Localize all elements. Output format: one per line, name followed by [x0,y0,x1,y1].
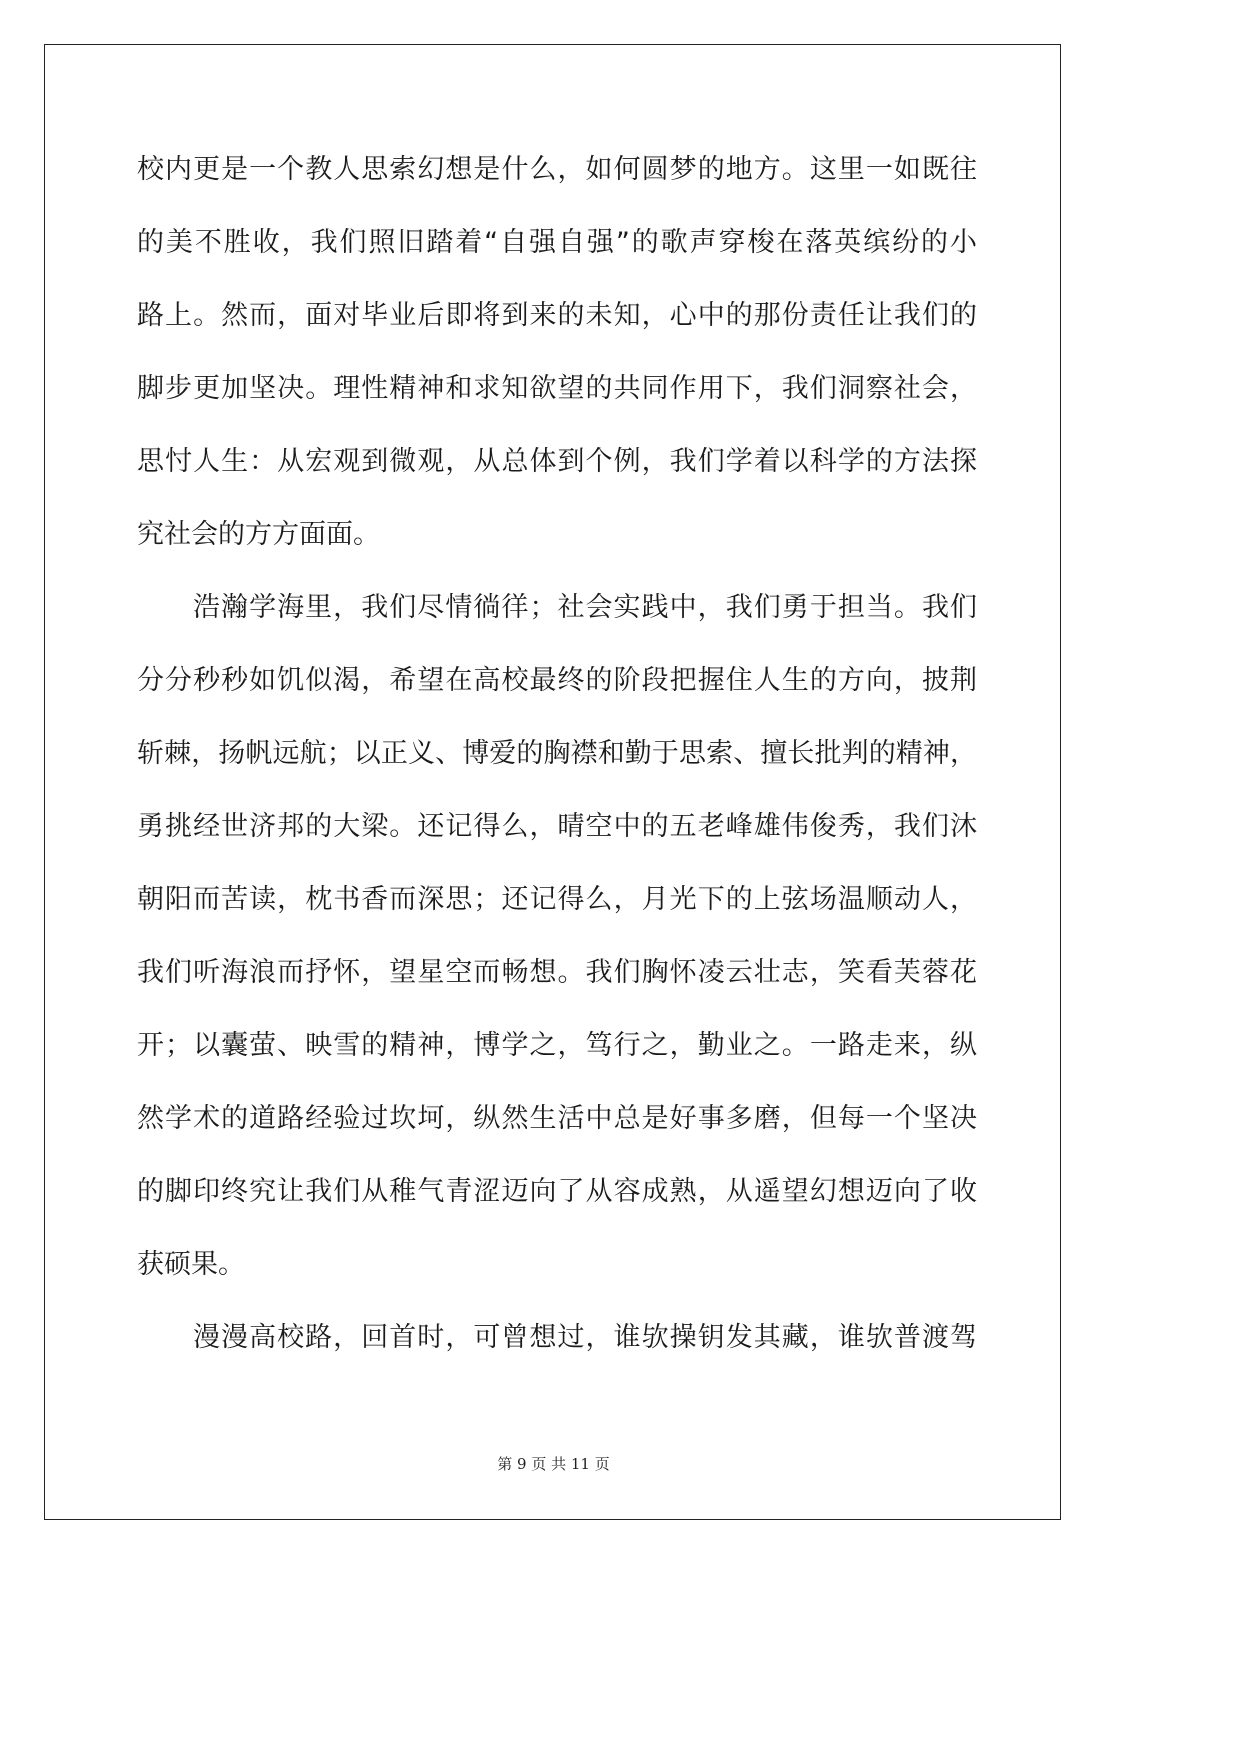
text-line: 的脚印终究让我们从稚气青涩迈向了从容成熟，从遥望幻想迈向了收 [137,1176,977,1207]
text-line: 浩瀚学海里，我们尽情徜徉；社会实践中，我们勇于担当。我们 [193,592,977,623]
text-line: 思忖人生：从宏观到微观，从总体到个例，我们学着以科学的方法探 [137,446,977,477]
text-line: 漫漫高校路，回首时，可曾想过，谁欤操钥发其藏，谁欤普渡驾 [193,1322,977,1353]
page-frame [44,44,1061,1520]
text-line: 路上。然而，面对毕业后即将到来的未知，心中的那份责任让我们的 [137,300,977,331]
text-line: 的美不胜收，我们照旧踏着“自强自强”的歌声穿梭在落英缤纷的小 [137,227,977,258]
text-line: 开；以囊萤、映雪的精神，博学之，笃行之，勤业之。一路走来，纵 [137,1030,977,1061]
text-line: 斩棘，扬帆远航；以正义、博爱的胸襟和勤于思索、擅长批判的精神， [137,738,977,769]
text-line: 脚步更加坚决。理性精神和求知欲望的共同作用下，我们洞察社会， [137,373,977,404]
text-line: 究社会的方方面面。 [137,519,380,550]
page-number-footer: 第 9 页 共 11 页 [497,1455,610,1473]
text-line: 获硕果。 [137,1249,245,1280]
text-line: 朝阳而苦读，枕书香而深思；还记得么，月光下的上弦场温顺动人， [137,884,977,915]
text-line: 勇挑经世济邦的大梁。还记得么，晴空中的五老峰雄伟俊秀，我们沐 [137,811,977,842]
text-line: 我们听海浪而抒怀，望星空而畅想。我们胸怀凌云壮志，笑看芙蓉花 [137,957,977,988]
text-line: 校内更是一个教人思索幻想是什么，如何圆梦的地方。这里一如既往 [137,154,977,185]
text-line: 然学术的道路经验过坎坷，纵然生活中总是好事多磨，但每一个坚决 [137,1103,977,1134]
text-line: 分分秒秒如饥似渴，希望在高校最终的阶段把握住人生的方向，披荆 [137,665,977,696]
